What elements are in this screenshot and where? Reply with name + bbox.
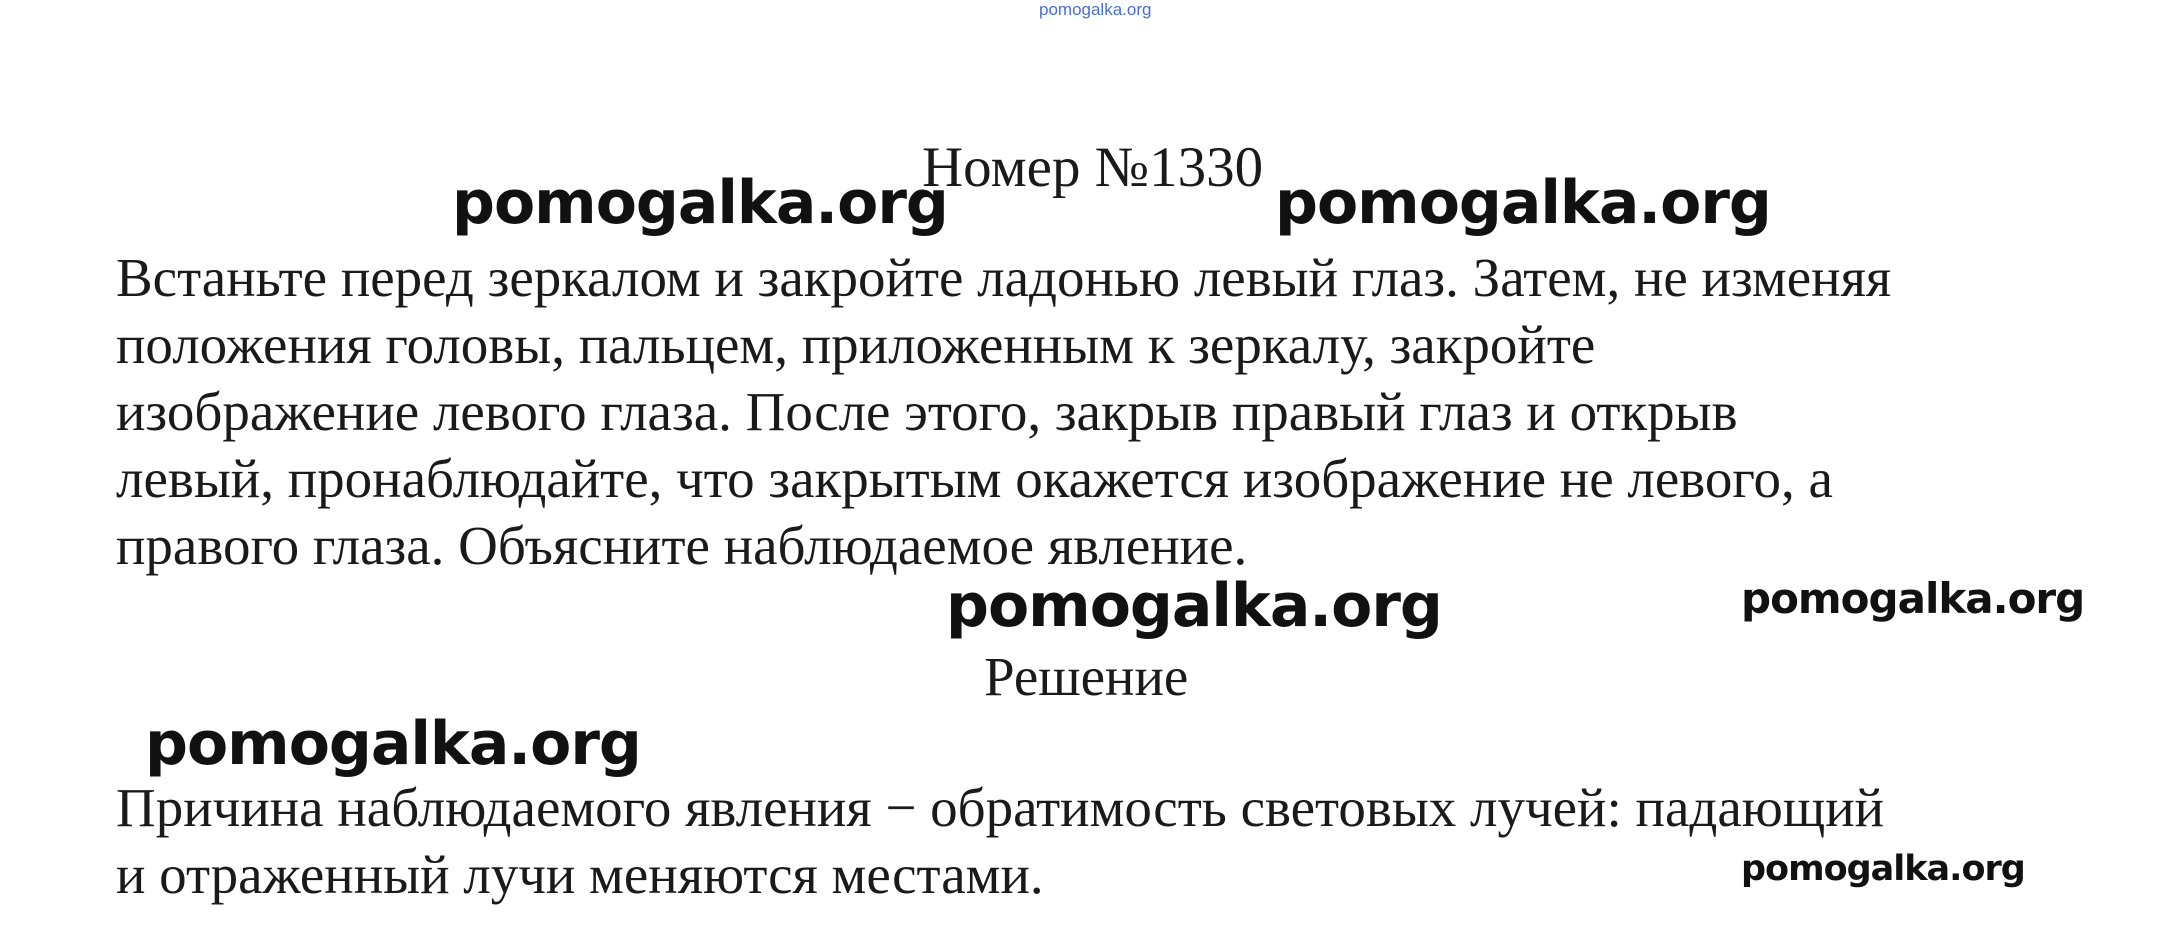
watermark-text: pomogalka.org	[1741, 574, 2085, 623]
solution-heading: Решение	[984, 646, 1189, 707]
task-line: Встаньте перед зеркалом и закройте ладонью левый глаз. Затем, не изменяя	[116, 247, 1892, 308]
task-line: левый, пронаблюдайте, что закрытым окажется изображение не левого, а	[116, 448, 1833, 509]
task-line: правого глаза. Объясните наблюдаемое явление.	[116, 515, 1248, 576]
watermark-text: pomogalka.org	[452, 168, 948, 238]
watermark-text: pomogalka.org	[145, 709, 641, 779]
solution-line: и отраженный лучи меняются местами.	[116, 844, 1044, 905]
watermark-text: pomogalka.org	[1741, 849, 2025, 889]
page-title: Номер №1330	[922, 136, 1264, 199]
task-line: положения головы, пальцем, приложенным к зеркалу, закройте	[116, 314, 1596, 375]
watermark-text: pomogalka.org	[1275, 168, 1771, 238]
task-statement	[116, 244, 2106, 579]
task-line: изображение левого глаза. После этого, закрыв правый глаз и открыв	[116, 381, 1738, 442]
solution-line: Причина наблюдаемого явления − обратимость световых лучей: падающий	[116, 777, 1885, 838]
watermark-text: pomogalka.org	[946, 571, 1442, 641]
site-link[interactable]: pomogalka.org	[1039, 0, 1152, 19]
